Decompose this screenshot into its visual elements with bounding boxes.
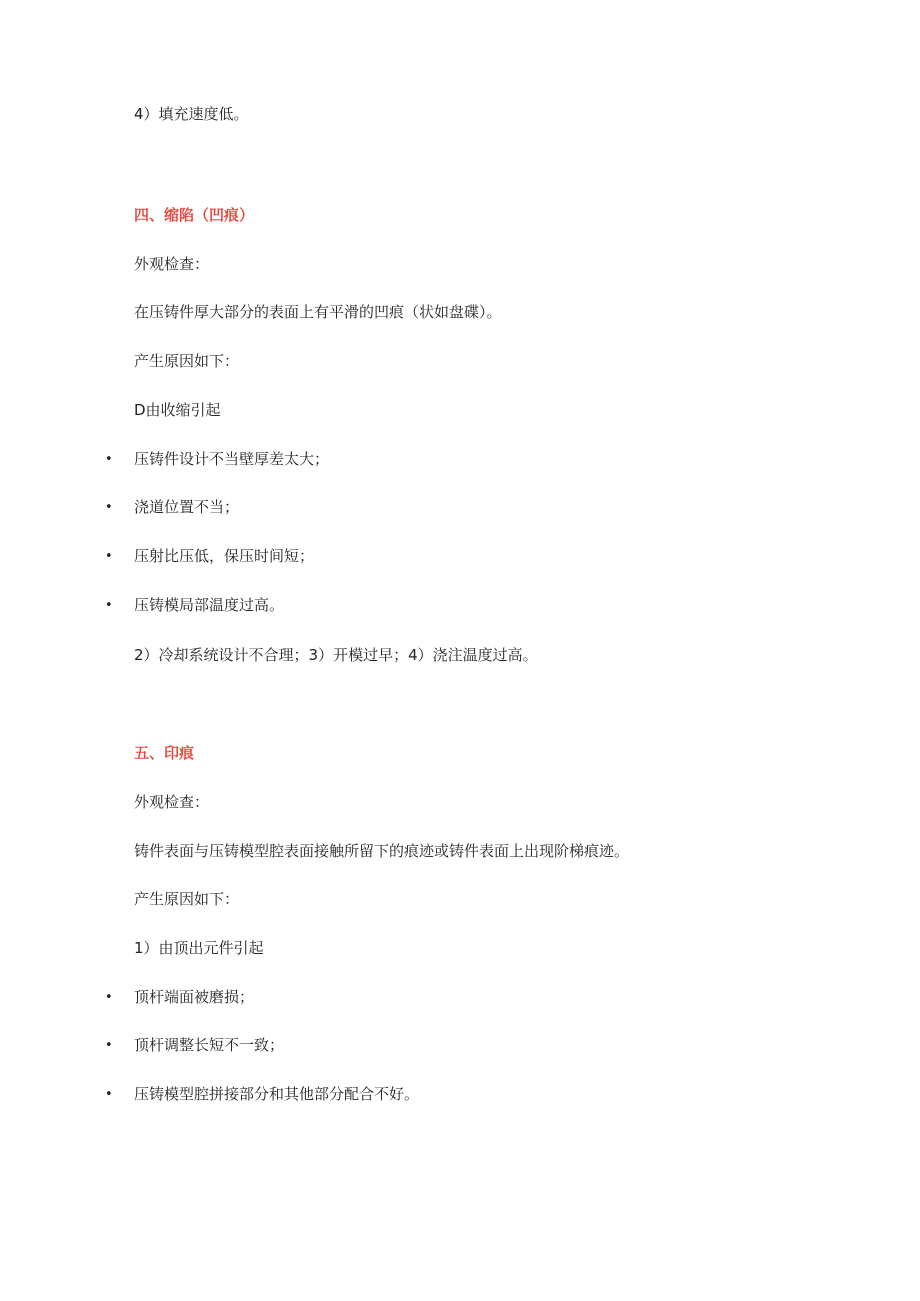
section-4-bullet-3: 压射比压低，保压时间短； xyxy=(134,547,315,565)
bullet-dot: • xyxy=(105,990,113,1005)
section-4-bullet-2: 浇道位置不当； xyxy=(134,498,240,516)
section-4-heading: 四、缩陷（凹痕） xyxy=(134,206,255,224)
section-4-inspection-label: 外观检查： xyxy=(134,255,210,273)
section-5-inspection-text: 铸件表面与压铸模型腔表面接触所留下的痕迹或铸件表面上出现阶梯痕迹。 xyxy=(134,842,630,860)
bullet-dot: • xyxy=(105,549,113,564)
section-5-cause-1-title: 1）由顶出元件引起 xyxy=(134,939,264,957)
section-5-bullet-2: 顶杆调整长短不一致； xyxy=(134,1036,285,1054)
section-4-cause-1-title: D由收缩引起 xyxy=(134,401,221,419)
section-5-bullet-3: 压铸模型腔拼接部分和其他部分配合不好。 xyxy=(134,1085,420,1103)
bullet-dot: • xyxy=(105,452,113,467)
bullet-dot: • xyxy=(105,598,113,613)
section-4-bullet-1: 压铸件设计不当壁厚差太大； xyxy=(134,450,330,468)
section-4-other-causes: 2）冷却系统设计不合理；3）开模过早；4）浇注温度过高。 xyxy=(134,646,538,664)
bullet-dot: • xyxy=(105,1038,113,1053)
section-5-causes-label: 产生原因如下： xyxy=(134,890,240,908)
previous-section-last-item: 4）填充速度低。 xyxy=(134,105,249,123)
section-4-causes-label: 产生原因如下： xyxy=(134,352,240,370)
section-5-bullet-1: 顶杆端面被磨损； xyxy=(134,988,255,1006)
section-5-heading: 五、印痕 xyxy=(134,744,195,762)
section-4-inspection-text: 在压铸件厚大部分的表面上有平滑的凹痕（状如盘碟）。 xyxy=(134,303,502,321)
bullet-dot: • xyxy=(105,500,113,515)
section-4-bullet-4: 压铸模局部温度过高。 xyxy=(134,596,285,614)
section-5-inspection-label: 外观检查： xyxy=(134,793,210,811)
bullet-dot: • xyxy=(105,1087,113,1102)
